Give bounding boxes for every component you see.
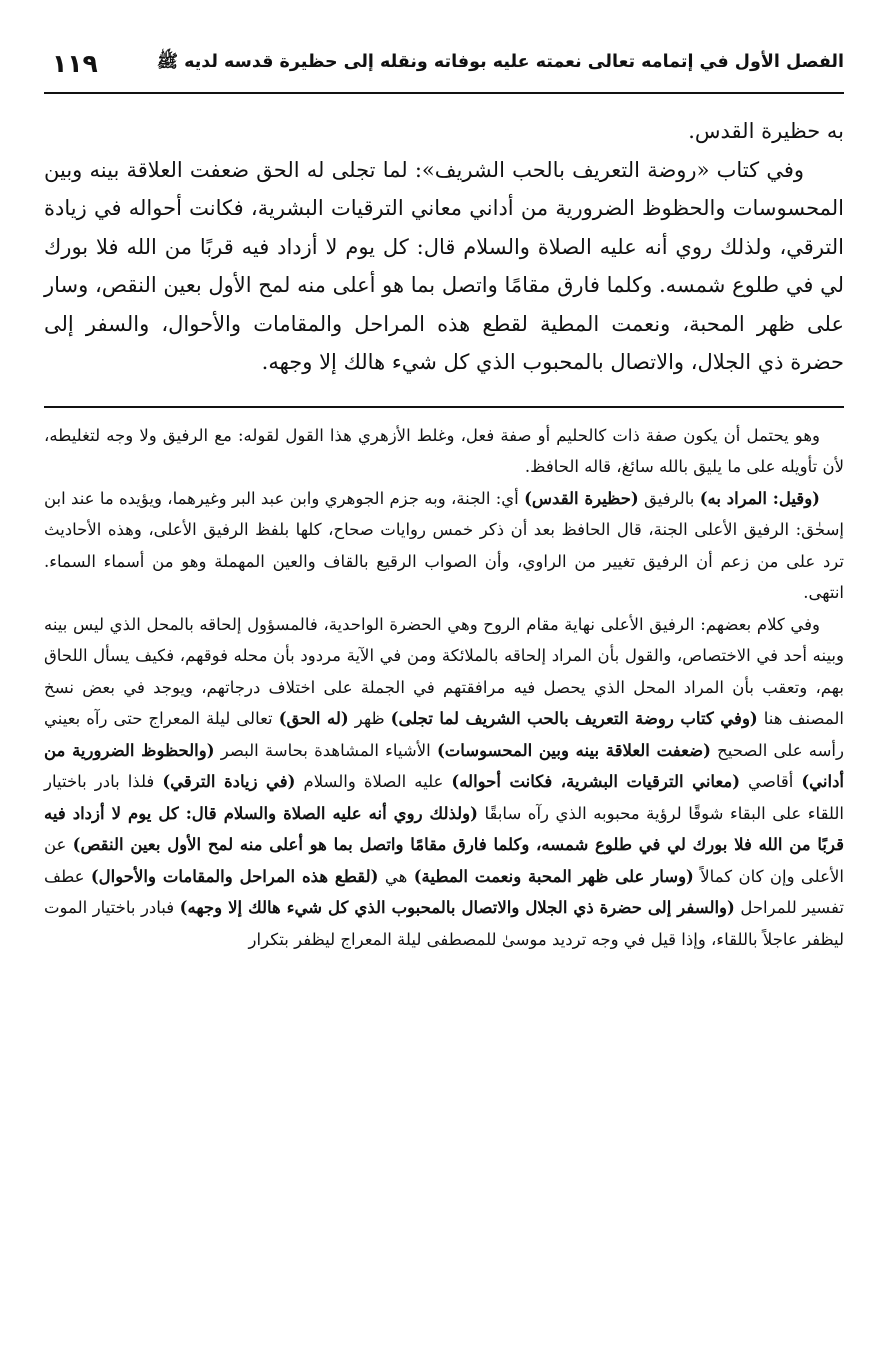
commentary-text: ظهر: [348, 709, 391, 728]
commentary-text: فلذا بادر باختيار اللقاء على البقاء شوقًا لرؤية محبوبه الذي رآه سابقًا: [44, 772, 844, 823]
quoted-text: (والحظوظ الضرورية من أداني): [44, 740, 844, 791]
commentary-paragraph: [44, 483, 844, 609]
page-number: ١١٩: [52, 48, 98, 78]
quoted-text: (ضعفت العلاقة بينه وبين المحسوسات): [436, 740, 711, 760]
commentary-text: عطف تفسير للمراحل: [44, 866, 844, 917]
commentary-text: أي: الجنة، وبه جزم الجوهري وابن عبد البر وغيرهما، ويؤيده ما عند ابن إسحٰق: الرفيق الأعلى الجنة، قال الحافظ بعد أن ذكر خمس روايات صحاح، كلها بلفظ الرفيق الأعلى، وهذه الأحاديث ترد على من زعم أن الرفيق تغيير من الراوي، وأن الصواب الرقيع بالقاف والعين المهملة وهو من أسماء السماء. انتهى.: [44, 488, 844, 602]
commentary-text: هي: [378, 866, 414, 886]
book-page: [44, 40, 844, 955]
commentary-text: الأشياء المشاهدة بحاسة البصر: [214, 740, 437, 760]
running-title: الفصل الأول في إتمامه تعالى نعمته عليه بوفاته ونقله إلى حظيرة قدسه لديه ﷺ: [156, 52, 844, 72]
quoted-text: (ولذلك روي أنه عليه الصلاة والسلام قال: كل يوم لا أزداد فيه قربًا من الله فلا بورك لي في طلوع شمسه، وكلما فارق مقامًا واتصل بما هو أعلى منه لمح الأول بعين النقص): [44, 803, 844, 854]
main-text: [44, 112, 844, 382]
commentary-text: فبادر باختيار الموت ليظفر عاجلاً باللقاء، وإذا قيل في وجه ترديد موسىٰ للمصطفى ليلة المعراج ليظفر بتكرار: [44, 898, 844, 949]
commentary-paragraph: [44, 609, 844, 956]
page-header: [44, 40, 844, 86]
header-rule: [44, 92, 844, 94]
commentary-text: بالرفيق: [638, 488, 700, 508]
quoted-text: (معاني الترقيات البشرية، فكانت أحواله): [451, 772, 741, 791]
commentary-text: تعالى ليلة المعراج حتى رآه بعيني رأسه على الصحيح: [44, 709, 844, 760]
main-paragraph: وفي كتاب «روضة التعريف بالحب الشريف»: لما تجلى له الحق ضعفت العلاقة بينه وبين المحسوسات والحظوظ الضرورية من أداني معاني الترقيات البشرية، فكانت أحواله في زيادة الترقي، ولذلك روي أنه عليه الصلاة والسلام قال: كل يوم لا أزداد فيه قربًا من الله فلا بورك لي في طلوع شمسه. وكلما فارق مقامًا واتصل بما هو أعلى منه لمح الأول بعين النقص، وسار على ظهر المحبة، ونعمت المطية لقطع هذه المراحل والمقامات والأحوال، والسفر إلى حضرة ذي الجلال، والاتصال بالمحبوب الذي كل شيء هالك إلا وجهه.: [44, 157, 844, 374]
commentary-paragraph: [44, 420, 844, 483]
quoted-text: (له الحق): [278, 709, 349, 728]
quoted-text: (لقطع هذه المراحل والمقامات والأحوال): [90, 866, 379, 886]
commentary-text: وهو يحتمل أن يكون صفة ذات كالحليم أو صفة فعل، وغلط الأزهري هذا القول لقوله: مع الرفيق ولا وجه لتغليطه، لأن تأويله على ما يليق بالله سائغ، قاله الحافظ.: [44, 425, 844, 476]
main-text-line: به حظيرة القدس.: [688, 119, 844, 143]
commentary-text: عن الأعلى وإن كان كمالاً: [44, 835, 844, 886]
quoted-text: (وقيل: المراد به): [699, 488, 820, 508]
quoted-text: (وسار على ظهر المحبة ونعمت المطية): [413, 866, 694, 886]
quoted-text: (حظيرة القدس): [524, 488, 639, 508]
commentary-text: عليه الصلاة والسلام: [295, 772, 452, 791]
quoted-text: (والسفر إلى حضرة ذي الجلال والاتصال بالمحبوب الذي كل شيء هالك إلا وجهه): [179, 898, 735, 917]
commentary: [44, 420, 844, 956]
quoted-text: (وفي كتاب روضة التعريف بالحب الشريف لما تجلى): [390, 709, 758, 728]
commentary-text: وفي كلام بعضهم: الرفيق الأعلى نهاية مقام الروح وهي الحضرة الواحدية، فالمسؤول إلحاقه بالمحل الذي ليس بينه وبينه أحد في الاختصاص، والقول بأن المراد إلحاقه بالملائكة ومن في الآية مردود بأن محله فوقهم، فكيف يسأل اللحاق بهم، وتعقب بأن المراد المحل الذي يحصل فيه مرافقتهم في الجملة على اختلاف درجاتهم، ويوجد في بعض نسخ المصنف هنا: [44, 614, 844, 728]
commentary-text: أقاصي: [740, 772, 802, 791]
footnote-rule: [44, 406, 844, 408]
quoted-text: (في زيادة الترقي): [162, 772, 296, 791]
